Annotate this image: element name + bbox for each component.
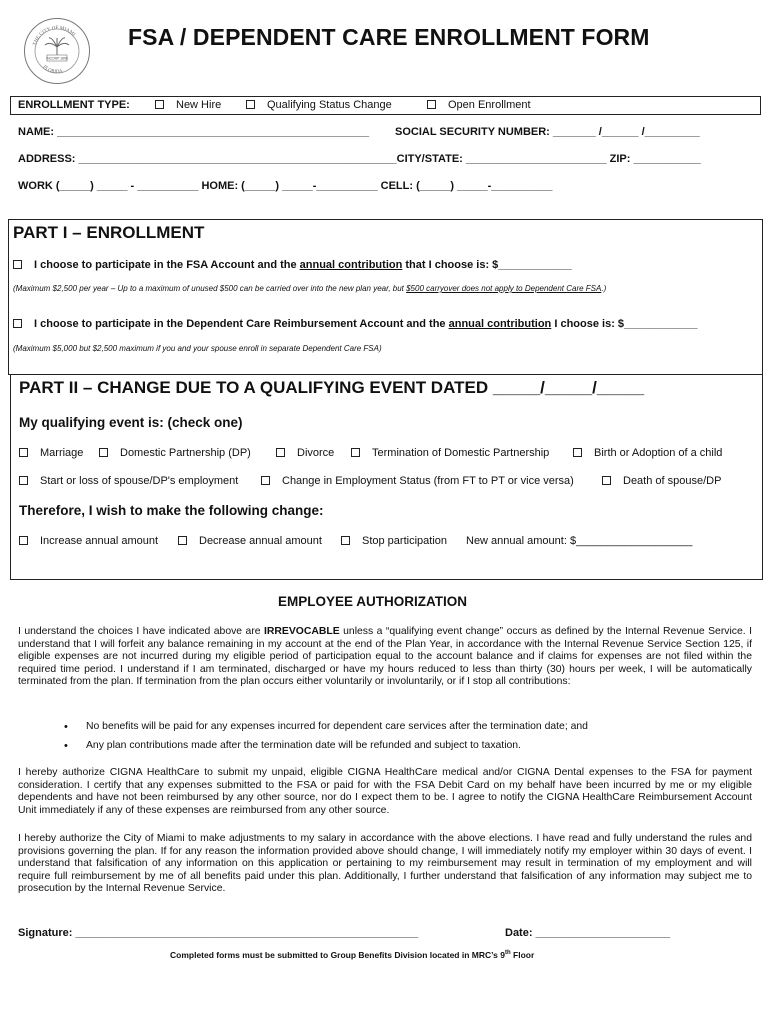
part1-box — [8, 219, 763, 375]
enrollment-type-box — [10, 96, 761, 115]
form-title: FSA / DEPENDENT CARE ENROLLMENT FORM — [128, 24, 650, 50]
event-spouse-employment[interactable]: Start or loss of spouse/DP's employment — [19, 475, 238, 487]
checkbox-icon[interactable] — [602, 476, 611, 485]
enrollment-type-label: ENROLLMENT TYPE: — [18, 99, 130, 111]
checkbox-icon[interactable] — [13, 260, 22, 269]
checkbox-icon[interactable] — [99, 448, 108, 457]
svg-text:FLORIDA — [42, 65, 64, 75]
change-stop[interactable]: Stop participation — [341, 535, 447, 547]
signature-field[interactable]: Signature: ________________________________________________________ — [18, 927, 419, 939]
event-marriage[interactable]: Marriage — [19, 447, 83, 459]
event-employment-status[interactable]: Change in Employment Status (from FT to PT or vice versa) — [261, 475, 574, 487]
checkbox-icon[interactable] — [19, 448, 28, 457]
event-death-spouse[interactable]: Death of spouse/DP — [602, 475, 721, 487]
checkbox-icon[interactable] — [13, 319, 22, 328]
fsa-option[interactable]: I choose to participate in the FSA Account and the annual contribution that I choose is: $____________ — [13, 259, 572, 271]
seal-center-text: INCORP 1896 — [46, 56, 68, 61]
address-field[interactable]: ADDRESS: ____________________________________________________CITY/STATE: _______________________ ZIP: ___________ — [18, 153, 701, 165]
change-decrease[interactable]: Decrease annual amount — [178, 535, 322, 547]
svg-text:THE CITY OF MIAMI — [33, 26, 76, 46]
fsa-note: (Maximum $2,500 per year – Up to a maximum of unused $500 can be carried over into the new plan year, but $500 carryover does not apply to Dependent Care FSA.) — [13, 284, 607, 293]
checkbox-icon[interactable] — [427, 100, 436, 109]
event-birth-adoption[interactable]: Birth or Adoption of a child — [573, 447, 722, 459]
part1-heading: PART I – ENROLLMENT — [13, 223, 205, 242]
bullet-item-2: Any plan contributions made after the termination date will be refunded and subject to taxation. — [86, 740, 521, 751]
bullet-icon: • — [64, 740, 68, 752]
dependent-care-option[interactable]: I choose to participate in the Dependent Care Reimbursement Account and the annual contribution I choose is: $____________ — [13, 318, 697, 330]
checkbox-icon[interactable] — [178, 536, 187, 545]
event-divorce[interactable]: Divorce — [276, 447, 334, 459]
checkbox-icon[interactable] — [246, 100, 255, 109]
qualifying-event-subheading: My qualifying event is: (check one) — [19, 415, 243, 430]
checkbox-icon[interactable] — [19, 536, 28, 545]
authorization-paragraph-1: I understand the choices I have indicated above are IRREVOCABLE unless a “qualifying event change” occurs as defined by the Internal Revenue Service. I understand that I will forfeit any balance remaining in my account at the end of the Plan Year, in accordance with the Internal Revenue Service Section 125, if eligible expenses are not incurred during my eligible period of participation equal to the account balance and if claims for expenses are not filed within the required time period. I understand if I am terminated, discharged or have my hours reduced to less than thirty (30) hours per week, I will be automatically terminated from the plan. If termination from the plan occurs either voluntarily or involuntarily, or if I stop all contributions: — [18, 626, 752, 688]
date-field[interactable]: Date: ______________________ — [505, 927, 671, 939]
checkbox-icon[interactable] — [351, 448, 360, 457]
enrollment-option-qualifying-status-change[interactable]: Qualifying Status Change — [246, 99, 392, 111]
authorization-heading: EMPLOYEE AUTHORIZATION — [278, 594, 467, 609]
bullet-item-1: No benefits will be paid for any expenses incurred for dependent care services after the termination date; and — [86, 721, 588, 732]
authorization-paragraph-2: I hereby authorize CIGNA HealthCare to submit my unpaid, eligible CIGNA HealthCare medical and/or CIGNA Dental expenses to the FSA for payment consideration. I certify that any expenses submitted to the FSA or paid for with the FSA Debit Card on my behalf have been incurred by me or my eligible dependents and have not been reimbursed by any other source, nor do I expect them to be. I agree to notify the CIGNA HealthCare Reimbursement Account Unit immediately if any of these expenses are reimbursed from any other source. — [18, 767, 752, 816]
checkbox-icon[interactable] — [573, 448, 582, 457]
bullet-icon: • — [64, 721, 68, 733]
checkbox-icon[interactable] — [341, 536, 350, 545]
change-heading: Therefore, I wish to make the following change: — [19, 503, 324, 518]
name-field[interactable]: NAME: ___________________________________________________ — [18, 126, 370, 138]
checkbox-icon[interactable] — [155, 100, 164, 109]
ssn-field[interactable]: SOCIAL SECURITY NUMBER: _______ /______ /_________ — [395, 126, 700, 138]
seal-top-text: THE CITY OF MIAMI — [32, 25, 76, 47]
enrollment-option-new-hire[interactable]: New Hire — [155, 99, 221, 111]
phone-fields[interactable]: WORK (_____) _____ - __________ HOME: (_____) _____-__________ CELL: (_____) _____-__________ — [18, 180, 553, 192]
seal-bottom-text: FLORIDA — [41, 64, 64, 76]
change-increase[interactable]: Increase annual amount — [19, 535, 158, 547]
city-seal — [24, 18, 90, 84]
event-termination-dp[interactable]: Termination of Domestic Partnership — [351, 447, 549, 459]
footer-note: Completed forms must be submitted to Group Benefits Division located in MRC’s 9th Floor — [170, 950, 535, 960]
dependent-care-note: (Maximum $5,000 but $2,500 maximum if you and your spouse enroll in separate Dependent Care FSA) — [13, 344, 382, 353]
part2-box — [10, 374, 763, 580]
new-annual-amount-field[interactable]: New annual amount: $___________________ — [466, 535, 693, 547]
enrollment-option-open-enrollment[interactable]: Open Enrollment — [427, 99, 531, 111]
authorization-paragraph-3: I hereby authorize the City of Miami to make adjustments to my salary in accordance with the above elections. I have read and fully understand the rules and provisions governing the plan. If for any reason the information provided above should change, I will immediately notify my employer within 30 days of event. I understand that falsification of any information on this application or pertaining to my reimbursement may result in termination of my employment and will require full reimbursement by me of all benefits paid under this plan. Additionally, I further understand that falsification of any information may subject me to prosecution by the Internal Revenue Service. — [18, 833, 752, 895]
checkbox-icon[interactable] — [276, 448, 285, 457]
checkbox-icon[interactable] — [261, 476, 270, 485]
part2-heading: PART II – CHANGE DUE TO A QUALIFYING EVENT DATED _____/_____/_____ — [19, 378, 645, 397]
event-domestic-partnership[interactable]: Domestic Partnership (DP) — [99, 447, 251, 459]
checkbox-icon[interactable] — [19, 476, 28, 485]
seal-graphic — [25, 19, 89, 83]
